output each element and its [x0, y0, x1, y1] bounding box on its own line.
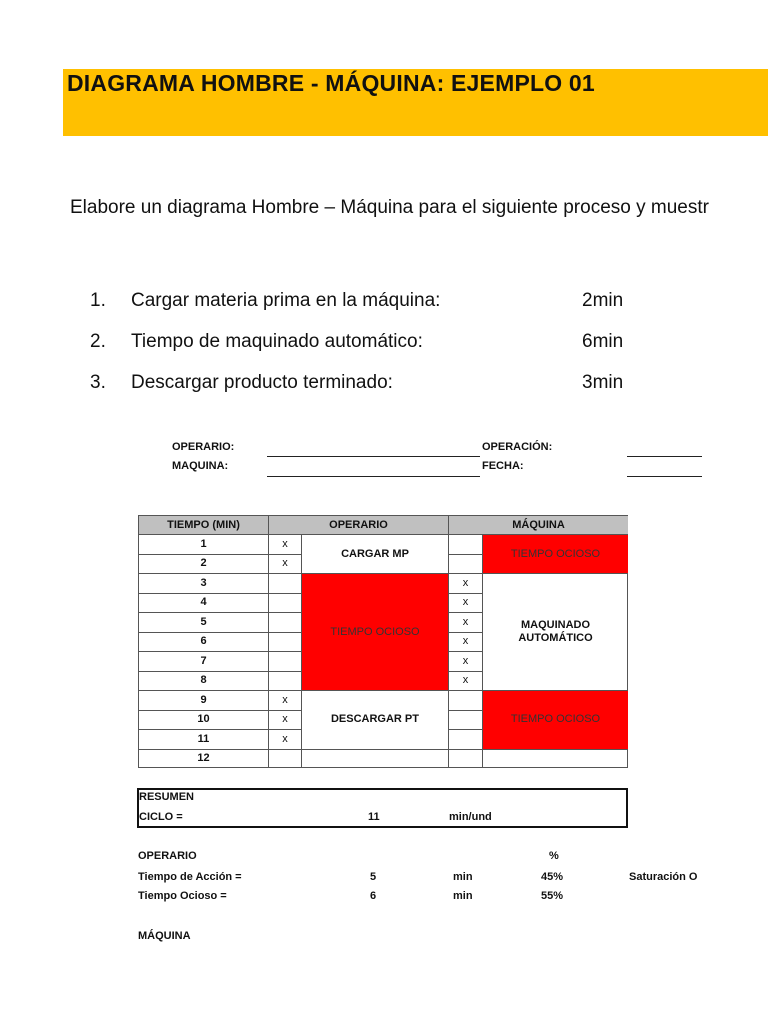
time-cell: 3 [139, 574, 269, 594]
ocioso-unit: min [453, 890, 473, 902]
ciclo-unit: min/und [449, 811, 492, 823]
ciclo-value: 11 [368, 811, 380, 823]
maquina-mark-empty [449, 711, 483, 731]
ciclo-label: CICLO = [139, 811, 183, 823]
saturacion-label: Saturación O [629, 871, 698, 883]
ocioso-value: 6 [370, 890, 377, 902]
maquina-mark: x [449, 594, 483, 614]
header-operario: OPERARIO [269, 516, 449, 535]
time-cell: 12 [139, 750, 269, 769]
operario-mark-empty [269, 594, 302, 614]
operario-field-line[interactable] [267, 456, 480, 457]
maquina-field-label: MAQUINA: [172, 460, 229, 472]
time-cell: 5 [139, 613, 269, 633]
maquina-summary-title: MÁQUINA [138, 930, 191, 942]
step-number: 2. [90, 331, 106, 352]
maquina-idle-block: TIEMPO OCIOSO [483, 535, 628, 574]
step-text: Cargar materia prima en la máquina: [131, 290, 441, 311]
ocioso-pct: 55% [541, 890, 564, 902]
operario-field-label: OPERARIO: [172, 441, 235, 453]
intro-text: Elabore un diagrama Hombre – Máquina para el siguiente proceso y muestr [70, 197, 709, 218]
accion-unit: min [453, 871, 473, 883]
maquina-field-line[interactable] [267, 476, 480, 477]
maquina-mark: x [449, 613, 483, 633]
time-cell: 6 [139, 633, 269, 653]
operario-mark-empty [269, 652, 302, 672]
time-cell: 7 [139, 652, 269, 672]
maquina-mark-empty [449, 730, 483, 750]
header-tiempo: TIEMPO (MIN) [139, 516, 269, 535]
operario-mark: x [269, 555, 302, 575]
accion-value: 5 [370, 871, 377, 883]
page-title: DIAGRAMA HOMBRE - MÁQUINA: EJEMPLO 01 [67, 70, 595, 96]
operario-mark: x [269, 535, 302, 555]
maquina-mark: x [449, 672, 483, 692]
operario-mark-empty [269, 633, 302, 653]
maquina-mark: x [449, 633, 483, 653]
operario-descargar-block: DESCARGAR PT [302, 691, 449, 750]
resumen-title: RESUMEN [139, 791, 195, 803]
operario-mark: x [269, 711, 302, 731]
operacion-field-label: OPERACIÓN: [482, 441, 553, 453]
maquina-mark: x [449, 652, 483, 672]
time-cell: 8 [139, 672, 269, 692]
time-cell: 2 [139, 555, 269, 575]
accion-pct: 45% [541, 871, 564, 883]
time-cell: 4 [139, 594, 269, 614]
step-number: 3. [90, 372, 106, 393]
time-cell: 9 [139, 691, 269, 711]
ocioso-label: Tiempo Ocioso = [138, 890, 227, 902]
step-text: Tiempo de maquinado automático: [131, 331, 423, 352]
operario-mark: x [269, 730, 302, 750]
operario-mark-empty [269, 574, 302, 594]
time-cell: 1 [139, 535, 269, 555]
man-machine-table [138, 515, 628, 768]
operario-summary-title: OPERARIO [138, 850, 197, 862]
header-maquina: MÁQUINA [449, 516, 628, 535]
fecha-field-line[interactable] [627, 476, 702, 477]
maquina-mark-empty [449, 750, 483, 769]
accion-label: Tiempo de Acción = [138, 871, 242, 883]
operario-mark-empty [269, 672, 302, 692]
operacion-field-line[interactable] [627, 456, 702, 457]
step-time: 3min [582, 372, 624, 393]
operario-mark-empty [269, 750, 302, 769]
fecha-field-label: FECHA: [482, 460, 524, 472]
title-banner [63, 69, 768, 136]
step-time: 2min [582, 290, 624, 311]
maquina-mark-empty [449, 691, 483, 711]
maquina-mark-empty [449, 555, 483, 575]
resumen-box [137, 788, 628, 828]
operario-cargar-block: CARGAR MP [302, 535, 449, 574]
step-number: 1. [90, 290, 106, 311]
step-time: 6min [582, 331, 624, 352]
operario-empty-cell [302, 750, 449, 769]
operario-idle-block: TIEMPO OCIOSO [302, 574, 449, 691]
time-cell: 11 [139, 730, 269, 750]
maquina-empty-cell [483, 750, 628, 769]
operario-mark: x [269, 691, 302, 711]
time-cell: 10 [139, 711, 269, 731]
maquina-idle-block: TIEMPO OCIOSO [483, 691, 628, 750]
pct-header: % [549, 850, 559, 862]
maquina-mark: x [449, 574, 483, 594]
maquina-maquinado-block: MAQUINADO AUTOMÁTICO [483, 574, 628, 691]
maquina-mark-empty [449, 535, 483, 555]
operario-mark-empty [269, 613, 302, 633]
step-text: Descargar producto terminado: [131, 372, 393, 393]
